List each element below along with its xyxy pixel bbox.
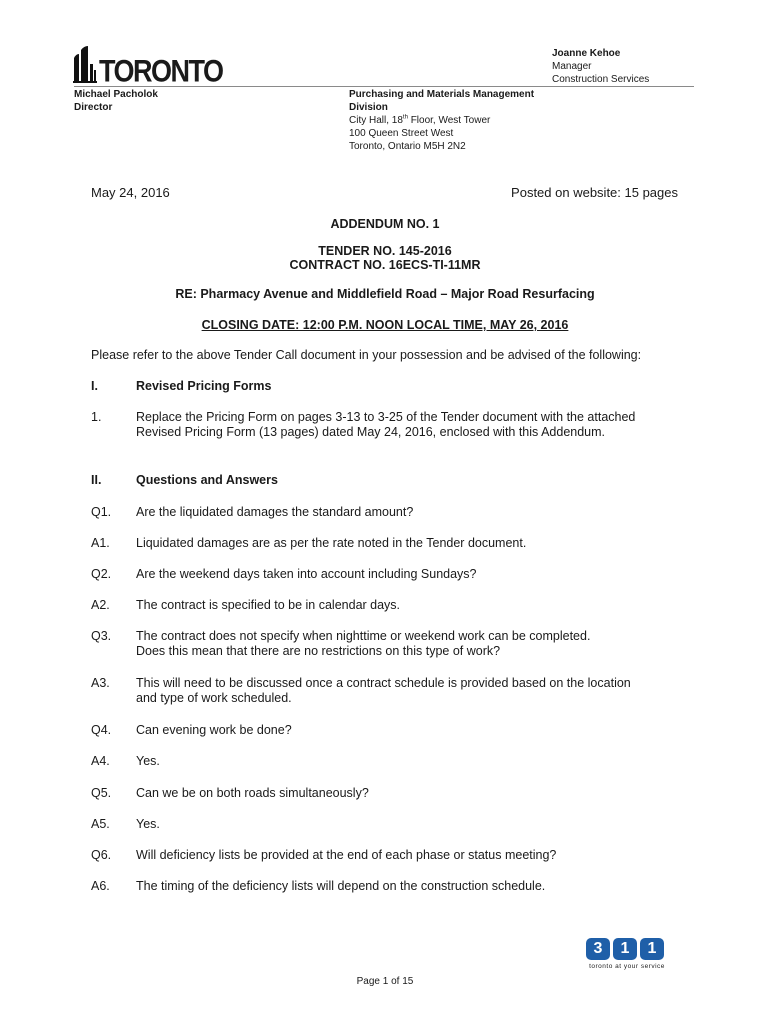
digit-1: 1: [613, 938, 637, 960]
qa-item: [91, 676, 691, 708]
qa-text: Yes.: [136, 754, 160, 768]
qa-item: [91, 879, 691, 895]
qa-text: Are the liquidated damages the standard amount?: [136, 505, 414, 519]
qa-text: This will need to be discussed once a contract schedule is provided based on the location and type of work scheduled.: [136, 676, 631, 705]
qa-text: Can we be on both roads simultaneously?: [136, 786, 369, 800]
qa-item: [91, 848, 691, 864]
re-line: RE: Pharmacy Avenue and Middlefield Road – Major Road Resurfacing: [175, 287, 595, 301]
qa-number: A3.: [91, 676, 110, 690]
division-contact: [349, 88, 549, 153]
division-address-line3: Toronto, Ontario M5H 2N2: [349, 141, 466, 152]
contact-title: Manager: [552, 61, 592, 72]
qa-item: [91, 723, 691, 739]
document-date: May 24, 2016: [91, 185, 170, 200]
section-title: Revised Pricing Forms: [136, 379, 272, 393]
toronto-logo: [73, 44, 223, 89]
logo-wordmark: TORONTO: [99, 54, 223, 89]
right-contact: [552, 47, 649, 86]
qa-item: [91, 817, 691, 833]
qa-item: [91, 505, 691, 521]
division-address-line1: City Hall, 18th Floor, West Tower: [349, 114, 491, 126]
qa-number: Q1.: [91, 505, 112, 519]
qa-number: A1.: [91, 536, 110, 550]
toronto-311-logo: [582, 938, 672, 972]
digit-1: 1: [640, 938, 664, 960]
division-name-line2: Division: [349, 102, 388, 113]
qa-number: A4.: [91, 754, 110, 768]
left-contact: [74, 88, 158, 114]
qa-text: The contract is specified to be in calendar days.: [136, 598, 401, 612]
qa-text: Are the weekend days taken into account including Sundays?: [136, 567, 477, 581]
list-item: [91, 410, 691, 442]
closing-date: CLOSING DATE: 12:00 P.M. NOON LOCAL TIME, MAY 26, 2016: [201, 318, 569, 332]
qa-text: Can evening work be done?: [136, 723, 292, 737]
qa-number: Q2.: [91, 567, 112, 581]
section-heading: [91, 473, 691, 489]
division-address-line2: 100 Queen Street West: [349, 128, 454, 139]
qa-item: [91, 754, 691, 770]
qa-number: A5.: [91, 817, 110, 831]
contact-dept: Construction Services: [552, 74, 650, 85]
contact-title: Director: [74, 102, 113, 113]
qa-number: Q6.: [91, 848, 112, 862]
qa-text: Yes.: [136, 817, 160, 831]
section-number: II.: [91, 473, 102, 487]
contact-name: Michael Pacholok: [74, 89, 158, 100]
digit-3: 3: [586, 938, 610, 960]
section-number: I.: [91, 379, 98, 393]
page-number: Page 1 of 15: [356, 976, 414, 987]
posted-pages: Posted on website: 15 pages: [511, 185, 678, 200]
qa-number: Q5.: [91, 786, 112, 800]
qa-item: [91, 598, 691, 614]
tender-number: TENDER NO. 145-2016: [318, 244, 452, 258]
qa-number: Q3.: [91, 629, 112, 643]
division-name-line1: Purchasing and Materials Management: [349, 89, 535, 100]
logo-tagline: toronto at your service: [589, 963, 665, 970]
qa-item: [91, 567, 691, 583]
contract-number: CONTRACT NO. 16ECS-TI-11MR: [289, 258, 481, 272]
section-title: Questions and Answers: [136, 473, 278, 487]
intro-paragraph: Please refer to the above Tender Call document in your possession and be advised of the following:: [91, 348, 642, 362]
qa-number: A2.: [91, 598, 110, 612]
item-number: 1.: [91, 410, 102, 424]
qa-text: Liquidated damages are as per the rate noted in the Tender document.: [136, 536, 527, 550]
qa-text: The timing of the deficiency lists will depend on the construction schedule.: [136, 879, 546, 893]
qa-item: [91, 629, 691, 661]
item-text: Replace the Pricing Form on pages 3-13 to 3-25 of the Tender document with the attached Revised Pricing Form (13 pages) dated May 24, 2016, enclosed with this Addendum.: [136, 410, 636, 439]
qa-text: The contract does not specify when nighttime or weekend work can be completed. Does this mean that there are no restrictions on this type of work?: [136, 629, 591, 658]
addendum-title: ADDENDUM NO. 1: [330, 217, 440, 231]
contact-name: Joanne Kehoe: [552, 48, 621, 59]
qa-number: Q4.: [91, 723, 112, 737]
section-heading: [91, 379, 691, 395]
qa-item: [91, 536, 691, 552]
header-divider: [74, 86, 694, 87]
qa-item: [91, 786, 691, 802]
qa-number: A6.: [91, 879, 110, 893]
qa-text: Will deficiency lists be provided at the end of each phase or status meeting?: [136, 848, 557, 862]
